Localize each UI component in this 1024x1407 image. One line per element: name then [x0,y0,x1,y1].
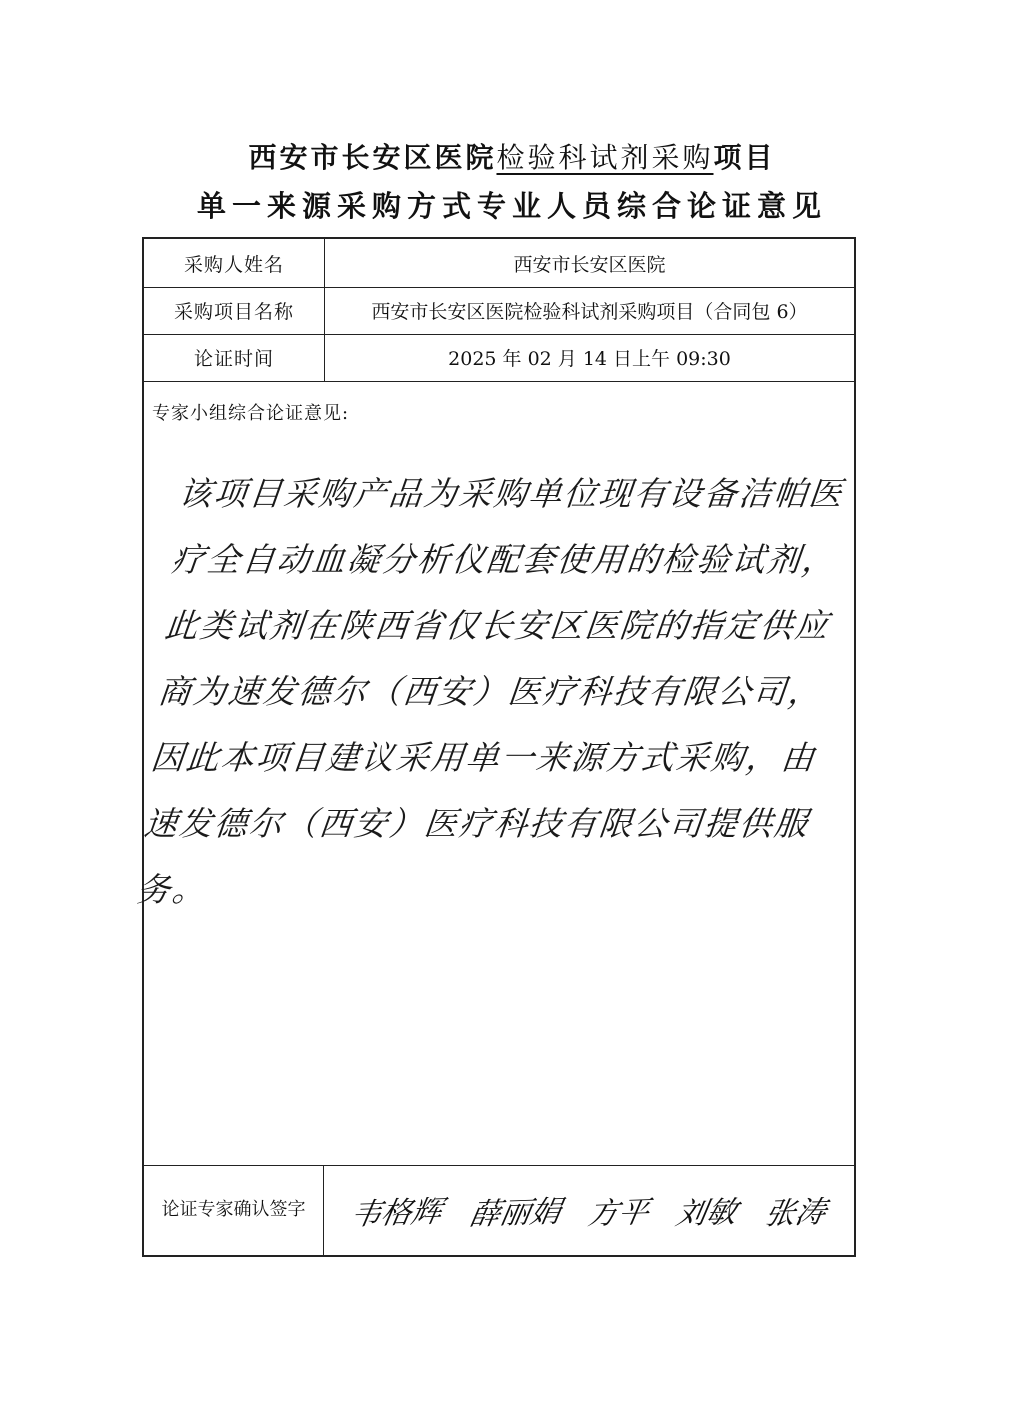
opinion-section [135,381,854,1166]
signature-row [144,1165,854,1255]
title-line-1 [0,134,1024,182]
time-value: 2025 年 02 月 14 日上午 09:30 [448,348,731,370]
page-title [0,134,1024,230]
time-label: 论证时间 [144,334,325,381]
purchaser-label: 采购人姓名 [144,239,325,287]
project-label: 采购项目名称 [144,287,325,334]
opinion-label: 专家小组综合论证意见: [152,403,350,424]
title-line-2: 单一来源采购方式专业人员综合论证意见 [196,189,827,223]
signature-4: 刘敏 [673,1194,741,1233]
time-row [144,334,854,382]
signature-3: 方平 [585,1194,652,1233]
form-table [135,237,856,1257]
signatures [324,1165,854,1255]
signature-label: 论证专家确认签字 [144,1165,324,1255]
handwritten-opinion: 该项目采购产品为采购单位现有设备洁帕医疗全自动血凝分析仪配套使用的检验试剂，此类试剂在陕西省仅长安区医院的指定供应商为速发德尔（西安）医疗科技有限公司，因此本项目建议采用单一来源方式采购，由速发德尔（西安）医疗科技有限公司提供服务。 [135,474,846,909]
purchaser-value: 西安市长安区医院 [513,253,666,276]
project-row [144,287,854,335]
title-underlined: 检验科试剂采购 [496,141,714,174]
signature-2: 薛丽娟 [466,1194,564,1233]
title-prefix: 西安市长安区医院 [248,141,497,174]
project-value: 西安市长安区医院检验科试剂采购项目（合同包 6） [371,301,808,323]
signature-1: 韦格辉 [348,1194,445,1233]
purchaser-row [144,239,854,288]
title-suffix: 项目 [713,141,776,174]
signature-5: 张涛 [761,1194,829,1233]
